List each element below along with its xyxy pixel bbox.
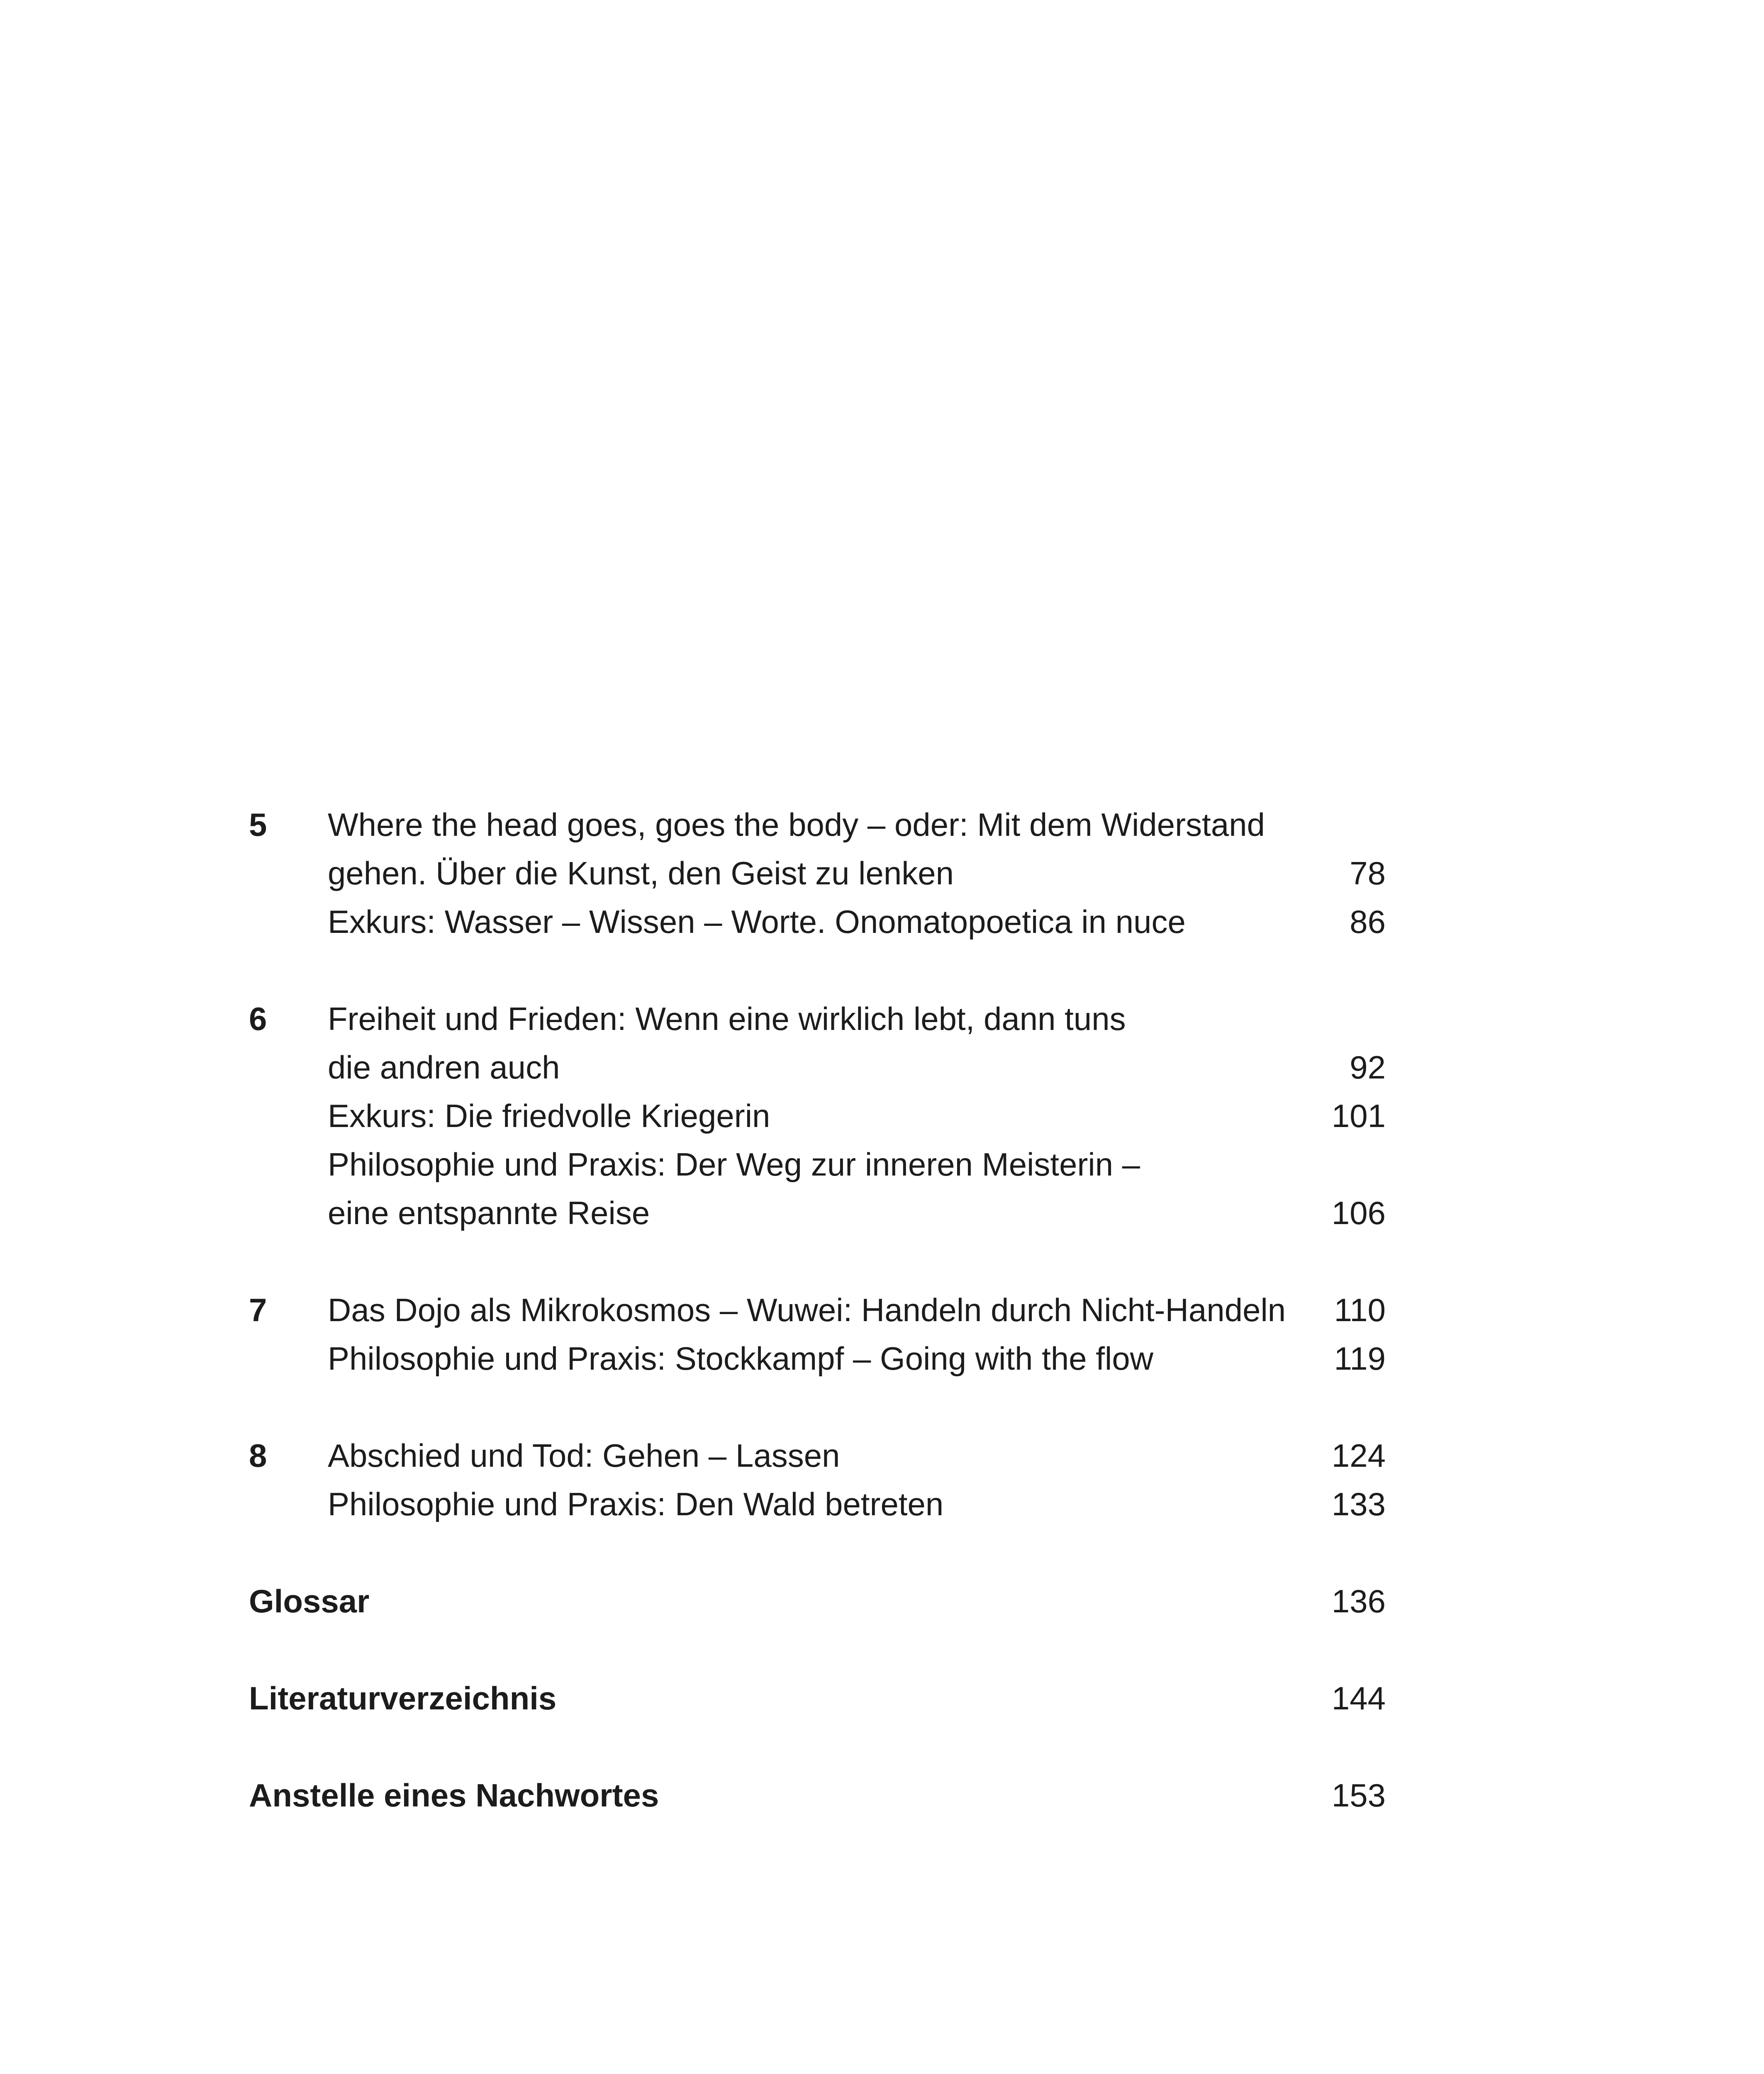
- entry-title-line: Abschied und Tod: Gehen – Lassen: [328, 1437, 840, 1474]
- entry-title: [328, 801, 1311, 898]
- entry-title-line: Freiheit und Frieden: Wenn eine wirklich lebt, dann tuns: [328, 1000, 1126, 1037]
- page-number: 136: [1331, 1583, 1386, 1619]
- toc-section-literaturverzeichnis[interactable]: [249, 1674, 1386, 1723]
- chapter-number: 7: [249, 1292, 267, 1328]
- toc-entry[interactable]: [328, 1286, 1386, 1334]
- page-number: 153: [1331, 1777, 1386, 1814]
- section-title: Glossar: [249, 1583, 370, 1619]
- chapter-entries: [328, 801, 1386, 946]
- entry-title-line: eine entspannte Reise: [328, 1195, 650, 1231]
- toc-entry[interactable]: [328, 1140, 1386, 1237]
- entry-title-line: Philosophie und Praxis: Stockkampf – Going with the flow: [328, 1340, 1154, 1377]
- toc-entry[interactable]: [328, 995, 1386, 1092]
- page-number: 133: [1331, 1486, 1386, 1522]
- page-number: 78: [1350, 855, 1386, 891]
- toc-entry[interactable]: [328, 1431, 1386, 1480]
- page-number: 124: [1331, 1437, 1386, 1474]
- entry-title: [328, 1431, 1311, 1480]
- chapter-entries: [328, 1431, 1386, 1529]
- entry-title: [328, 898, 1311, 946]
- entry-title: [328, 1334, 1311, 1383]
- entry-title-line: gehen. Über die Kunst, den Geist zu lenken: [328, 855, 954, 891]
- toc-chapter: [249, 801, 1386, 946]
- chapter-number: 5: [249, 806, 267, 843]
- toc-chapter: [249, 1431, 1386, 1529]
- toc-chapter: [249, 1286, 1386, 1383]
- entry-title: [328, 1286, 1311, 1334]
- entry-title: [328, 1092, 1311, 1140]
- toc-section-glossar[interactable]: [249, 1577, 1386, 1626]
- page-number: 110: [1334, 1292, 1386, 1328]
- section-title: Literaturverzeichnis: [249, 1680, 557, 1716]
- entry-title: [328, 995, 1311, 1092]
- entry-title-line: Exkurs: Die friedvolle Kriegerin: [328, 1098, 770, 1134]
- entry-title-line: die andren auch: [328, 1049, 560, 1086]
- chapter-entries: [328, 995, 1386, 1237]
- toc-entry[interactable]: [328, 898, 1386, 946]
- chapter-number: 6: [249, 1000, 267, 1037]
- toc-section-nachwort[interactable]: [249, 1771, 1386, 1820]
- toc-chapter: [249, 995, 1386, 1237]
- page-number: 144: [1331, 1680, 1386, 1716]
- page-number: 101: [1331, 1098, 1386, 1134]
- section-title: Anstelle eines Nachwortes: [249, 1777, 659, 1814]
- entry-title-line: Where the head goes, goes the body – oder: Mit dem Widerstand: [328, 806, 1265, 843]
- page-number: 106: [1331, 1195, 1386, 1231]
- toc-entry[interactable]: [328, 1480, 1386, 1529]
- table-of-contents: [249, 801, 1386, 1868]
- page-number: 92: [1350, 1049, 1386, 1086]
- toc-entry[interactable]: [328, 1334, 1386, 1383]
- entry-title-line: Das Dojo als Mikrokosmos – Wuwei: Handeln durch Nicht-Handeln: [328, 1292, 1286, 1328]
- chapter-number: 8: [249, 1437, 267, 1474]
- entry-title-line: Exkurs: Wasser – Wissen – Worte. Onomatopoetica in nuce: [328, 903, 1186, 940]
- entry-title: [328, 1140, 1311, 1237]
- entry-title: [328, 1480, 1311, 1529]
- entry-title-line: Philosophie und Praxis: Der Weg zur inneren Meisterin –: [328, 1146, 1140, 1183]
- chapter-entries: [328, 1286, 1386, 1383]
- entry-title-line: Philosophie und Praxis: Den Wald betreten: [328, 1486, 944, 1522]
- toc-entry[interactable]: [328, 1092, 1386, 1140]
- page-number: 86: [1350, 903, 1386, 940]
- page-number: 119: [1334, 1340, 1386, 1377]
- toc-entry[interactable]: [328, 801, 1386, 898]
